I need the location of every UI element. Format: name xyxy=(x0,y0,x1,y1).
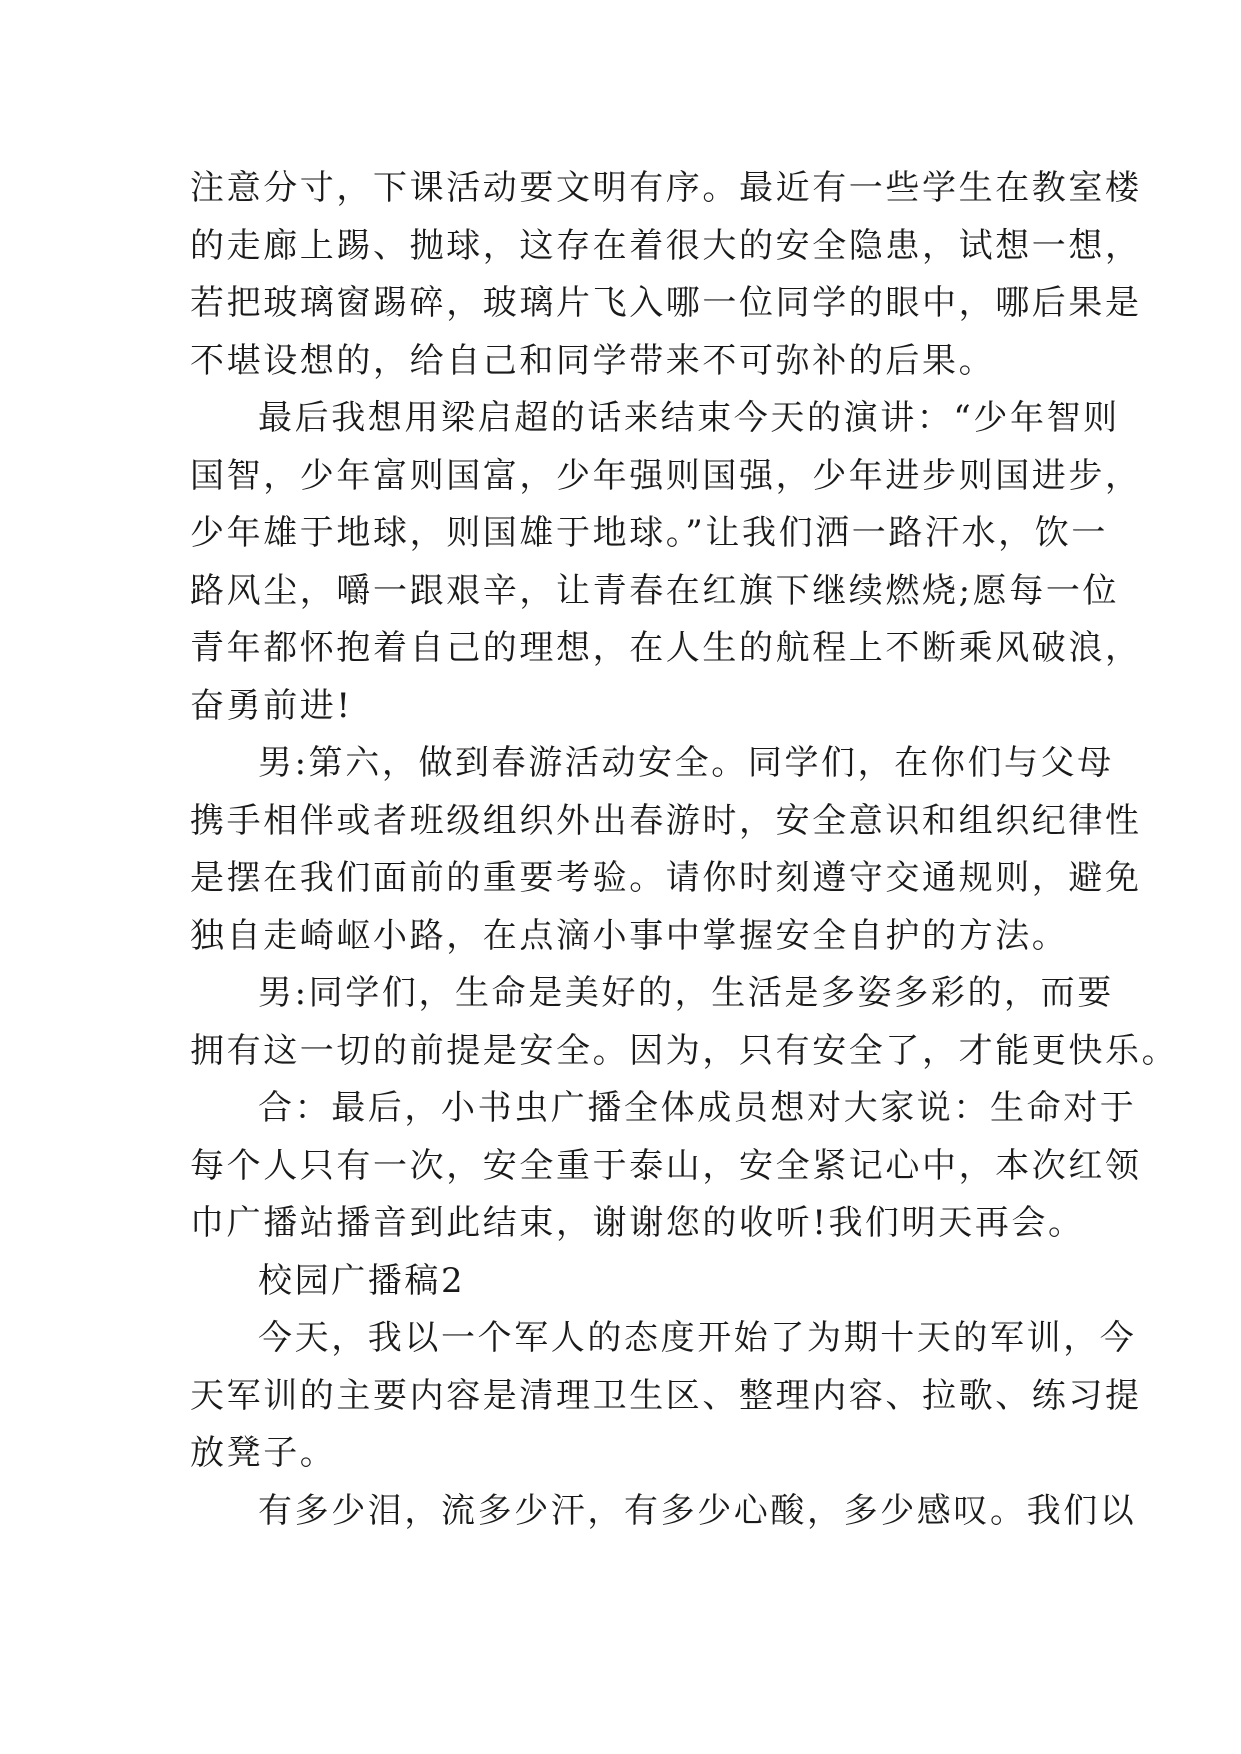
text-line: 青年都怀抱着自己的理想，在人生的航程上不断乘风破浪， xyxy=(190,628,1142,668)
text-line: 少年雄于地球，则国雄于地球。”让我们洒一路汗水，饮一 xyxy=(190,513,1108,553)
text-line: 每个人只有一次，安全重于泰山，安全紧记心中，本次红领 xyxy=(190,1145,1142,1186)
text-line: 不堪设想的，给自己和同学带来不可弥补的后果。 xyxy=(190,340,996,381)
text-line: 最后我想用梁启超的话来结束今天的演讲：“少年智则 xyxy=(258,398,1120,438)
text-line: 奋勇前进! xyxy=(190,685,353,726)
text-line: 是摆在我们面前的重要考验。请你时刻遵守交通规则，避免 xyxy=(190,858,1142,898)
text-line: 携手相伴或者班级组织外出春游时，安全意识和组织纪律性 xyxy=(190,800,1142,841)
text-line: 男:第六，做到春游活动安全。同学们，在你们与父母 xyxy=(258,743,1114,783)
text-line: 路风尘，嚼一跟艰辛，让青春在红旗下继续燃烧;愿每一位 xyxy=(190,570,1120,611)
text-line: 合：最后，小书虫广播全体成员想对大家说：生命对于 xyxy=(258,1088,1137,1128)
text-line: 注意分寸，下课活动要文明有序。最近有一些学生在教室楼 xyxy=(190,168,1142,208)
text-line: 国智，少年富则国富，少年强则国强，少年进步则国进步， xyxy=(190,455,1142,496)
text-line: 独自走崎岖小路，在点滴小事中掌握安全自护的方法。 xyxy=(190,915,1069,956)
text-line: 放凳子。 xyxy=(190,1433,337,1473)
text-line: 有多少泪，流多少汗，有多少心酸，多少感叹。我们以 xyxy=(258,1490,1137,1531)
text-line: 巾广播站播音到此结束，谢谢您的收听!我们明天再会。 xyxy=(190,1203,1085,1243)
text-line: 若把玻璃窗踢碎，玻璃片飞入哪一位同学的眼中，哪后果是 xyxy=(190,283,1142,323)
text-line: 天军训的主要内容是清理卫生区、整理内容、拉歌、练习提 xyxy=(190,1375,1142,1416)
text-line: 的走廊上踢、抛球，这存在着很大的安全隐患，试想一想， xyxy=(190,225,1142,266)
document-body xyxy=(190,160,1179,1540)
text-line: 今天，我以一个军人的态度开始了为期十天的军训，今 xyxy=(258,1318,1137,1358)
text-line: 拥有这一切的前提是安全。因为，只有安全了，才能更快乐。 xyxy=(190,1030,1179,1071)
text-line: 校园广播稿2 xyxy=(258,1260,466,1301)
text-line: 男:同学们，生命是美好的，生活是多姿多彩的，而要 xyxy=(258,973,1114,1013)
